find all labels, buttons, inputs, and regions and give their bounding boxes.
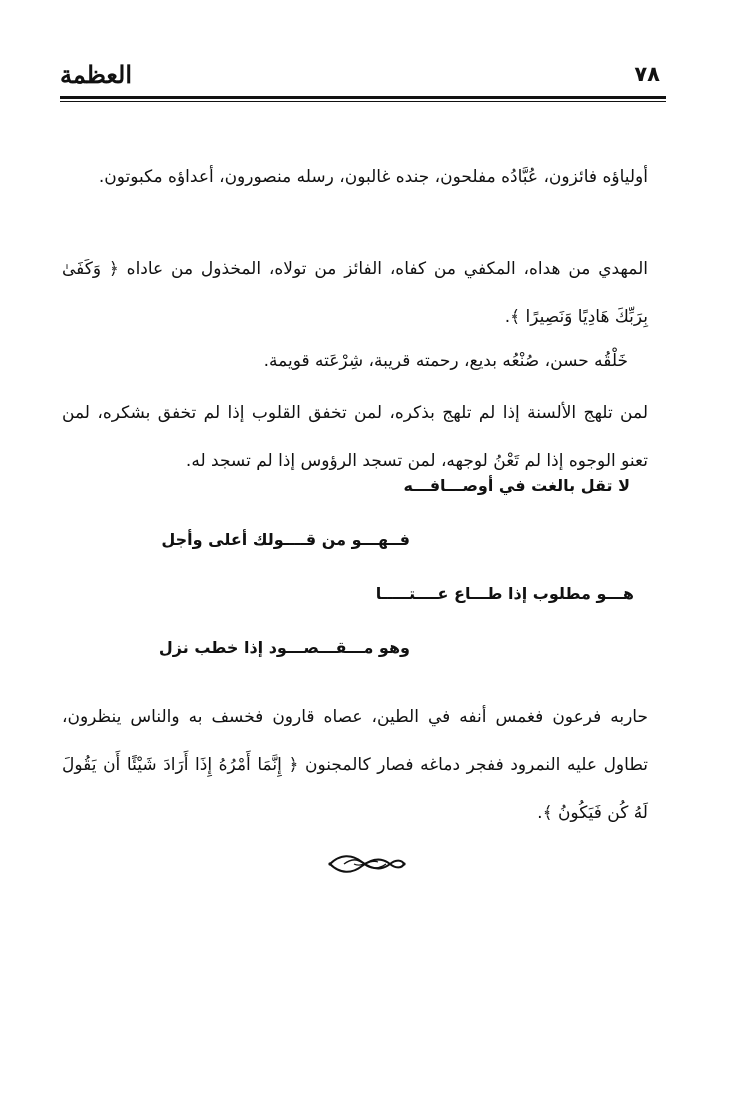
page-header [60,58,660,98]
paragraph-1: أولياؤه فائزون، عُبَّادُه مفلحون، جنده غالبون، رسله منصورون، أعداؤه مكبوتون. [98,167,648,187]
header-rule-thin [60,101,666,102]
paragraph-4: لمن تلهج الألسنة إذا لم تلهج بذكره، لمن تخفق القلوب إذا لم تخفق بشكره، لمن تعنو الوجوه إذا لم تَعْنُ لوجهه، لمن تسجد الرؤوس إذا لم تسجد له. [62,403,648,471]
running-title: العظمة [60,60,132,89]
paragraph-5: حاربه فرعون فغمس أنفه في الطين، عصاه قارون فخسف به والناس ينظرون، تطاول عليه النمرود ففجر دماغه فصار كالمجنون ﴿ إِنَّمَا أَمْرُهُ إِذَا أَرَادَ شَيْئًا أَن يَقُولَ لَهُ كُن فَيَكُونُ ﴾. [62,707,648,823]
poem-verse-1-second-half: فــهـــو من قــــولك أعلى وأجل [161,530,410,549]
poem-verse-2-first-half: هـــو مطلوب إذا طـــاع عــــتـــــا [375,584,634,603]
paragraph-3: خَلْقُه حسن، صُنْعُه بديع، رحمته قريبة، شِرْعَته قويمة. [263,351,628,371]
poem-verse-2-second-half: وهو مـــقـــصـــود إذا خطب نزل [158,638,410,657]
page-number: ٧٨ [634,62,660,86]
paragraph-2: المهدي من هداه، المكفي من كفاه، الفائز من تولاه، المخذول من عاداه ﴿ وَكَفَىٰ بِرَبِّكَ هَادِيًا وَنَصِيرًا ﴾. [62,259,648,327]
header-rule-thick [60,96,666,99]
end-ornament-icon [326,850,408,878]
poem-verse-1-first-half: لا تقل بالغت في أوصـــافـــه [403,476,630,495]
